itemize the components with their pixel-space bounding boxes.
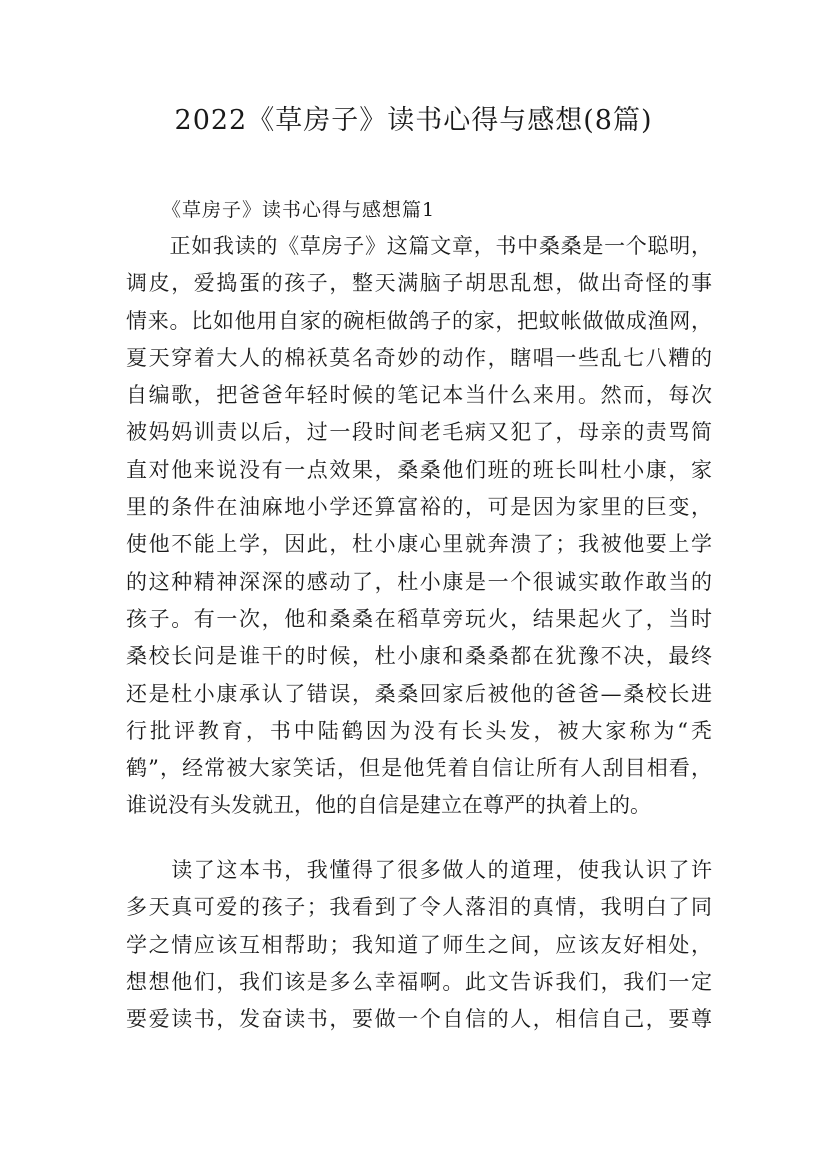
text-line: 要爱读书，发奋读书，要做一个自信的人，相信自己，要尊 bbox=[126, 1007, 712, 1032]
text-line: 调皮，爱捣蛋的孩子，整天满脑子胡思乱想，做出奇怪的事 bbox=[126, 271, 712, 296]
text-line: 使他不能上学，因此，杜小康心里就奔溃了；我被他要上学 bbox=[126, 532, 712, 557]
text-line: 自编歌，把爸爸年轻时候的笔记本当什么来用。然而，每次 bbox=[126, 383, 712, 408]
text-line: 多天真可爱的孩子；我看到了令人落泪的真情，我明白了同 bbox=[126, 895, 712, 920]
text-line: 被妈妈训责以后，过一段时间老毛病又犯了，母亲的责骂简 bbox=[126, 420, 712, 445]
text-line: 直对他来说没有一点效果，桑桑他们班的班长叫杜小康，家 bbox=[126, 457, 712, 482]
text-line: 学之情应该互相帮助；我知道了师生之间，应该友好相处， bbox=[126, 932, 712, 957]
text-line: 读了这本书，我懂得了很多做人的道理，使我认识了许 bbox=[126, 858, 712, 882]
text-line: 的这种精神深深的感动了，杜小康是一个很诚实敢作敢当的 bbox=[126, 569, 712, 594]
text-line: 想想他们，我们该是多么幸福啊。此文告诉我们，我们一定 bbox=[126, 969, 712, 994]
text-line: 鹤”，经常被大家笑话，但是他凭着自信让所有人刮目相看， bbox=[126, 756, 712, 781]
text-line: 桑校长问是谁干的时候，杜小康和桑桑都在犹豫不决，最终 bbox=[126, 644, 712, 669]
text-line: 谁说没有头发就丑，他的自信是建立在尊严的执着上的。 bbox=[126, 793, 651, 818]
section-heading: 《草房子》读书心得与感想篇1 bbox=[162, 199, 436, 221]
text-line: 正如我读的《草房子》这篇文章，书中桑桑是一个聪明， bbox=[126, 234, 712, 258]
document-title: 2022《草房子》读书心得与感想(8篇) bbox=[174, 105, 653, 136]
text-line: 孩子。有一次，他和桑桑在稻草旁玩火，结果起火了，当时 bbox=[126, 606, 712, 631]
text-line: 夏天穿着大人的棉袄莫名奇妙的动作，瞎唱一些乱七八糟的 bbox=[126, 345, 712, 370]
text-line: 行批评教育，书中陆鹤因为没有长头发，被大家称为“秃 bbox=[126, 718, 712, 743]
text-line: 还是杜小康承认了错误，桑桑回家后被他的爸爸—桑校长进 bbox=[126, 681, 712, 706]
text-line: 里的条件在油麻地小学还算富裕的，可是因为家里的巨变， bbox=[126, 495, 712, 520]
paragraph-1 bbox=[126, 228, 712, 825]
text-line: 情来。比如他用自家的碗柜做鸽子的家，把蚊帐做做成渔网， bbox=[126, 308, 712, 333]
paragraph-2 bbox=[126, 852, 712, 1038]
